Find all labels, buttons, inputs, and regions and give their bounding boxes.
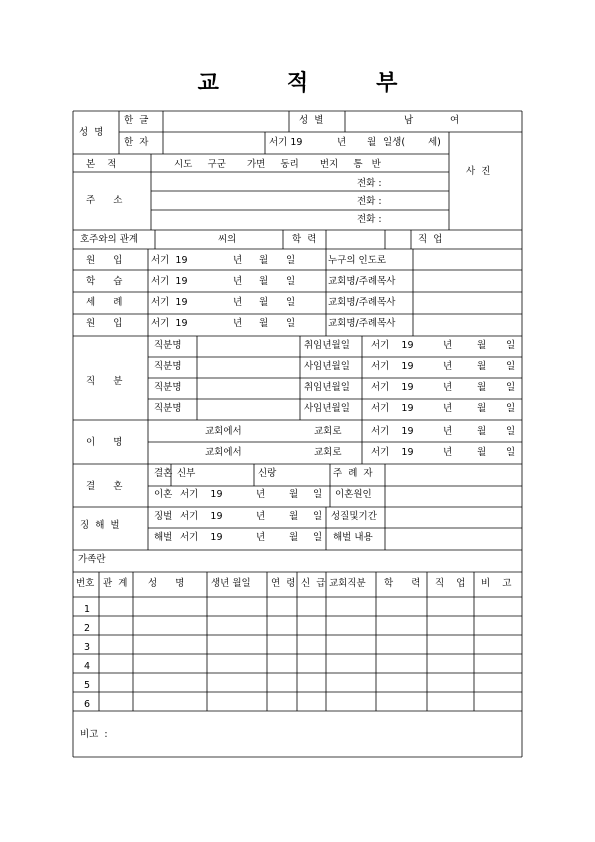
transfer-from: 교회에서 (205, 426, 242, 437)
sex-male: 남 (404, 115, 414, 126)
record-year: 년 (233, 318, 243, 329)
duty-name-label: 직분명 (154, 382, 182, 393)
phone-label-3: 전화 : (357, 214, 382, 225)
name-label: 성 명 (79, 127, 104, 138)
release-prefix: 서기 19 (180, 532, 223, 543)
record-month: 월 (259, 276, 269, 287)
transfer-month: 월 (477, 426, 487, 437)
title-char-3: 부 (376, 70, 398, 96)
title-char-1: 교 (197, 70, 219, 96)
family-header-cell: 연 령 (271, 578, 296, 589)
sex-label: 성 별 (299, 115, 324, 126)
transfer-from: 교회에서 (205, 447, 242, 458)
record-year: 년 (233, 276, 243, 287)
family-header-cell: 비 고 (481, 578, 512, 589)
record-day: 일 (286, 255, 296, 266)
record-prefix: 서기 19 (151, 297, 188, 308)
family-section-label: 가족란 (78, 554, 106, 565)
record-prefix: 서기 19 (151, 276, 188, 287)
origin-label: 본 적 (86, 159, 117, 170)
duty-month: 월 (477, 403, 487, 414)
punish-year: 년 (256, 511, 266, 522)
punish-prefix: 서기 19 (180, 511, 223, 522)
duty-day: 일 (506, 340, 516, 351)
record-suffix: 교회명/주례목사 (328, 276, 396, 287)
record-suffix: 교회명/주례목사 (328, 318, 396, 329)
divorce-year: 년 (256, 489, 266, 500)
family-header-cell: 관 계 (103, 578, 128, 589)
birth-year: 년 (337, 137, 347, 148)
transfer-day: 일 (506, 426, 516, 437)
record-prefix: 서기 19 (151, 318, 188, 329)
divorce-day: 일 (313, 489, 323, 500)
marriage-label: 결 혼 (86, 481, 123, 492)
duty-date-label: 사임년월일 (304, 361, 350, 372)
record-day: 일 (286, 318, 296, 329)
record-label: 원 입 (86, 318, 123, 329)
transfer-day: 일 (506, 447, 516, 458)
duty-name-label: 직분명 (154, 403, 182, 414)
duty-year: 년 (443, 340, 453, 351)
release-label: 해벌 (154, 532, 173, 543)
duty-prefix: 서기 19 (371, 340, 414, 351)
duty-date-label: 사임년월일 (304, 403, 350, 414)
transfer-year: 년 (443, 447, 453, 458)
divorce-prefix: 서기 19 (180, 489, 223, 500)
family-header-cell: 학 력 (384, 578, 421, 589)
divorce-reason-label: 이혼원인 (335, 489, 372, 500)
duty-year: 년 (443, 382, 453, 393)
record-month: 월 (259, 255, 269, 266)
transfer-month: 월 (477, 447, 487, 458)
duty-day: 일 (506, 361, 516, 372)
duty-year: 년 (443, 361, 453, 372)
family-row-number: 2 (84, 623, 91, 634)
record-suffix: 교회명/주례목사 (328, 297, 396, 308)
hangul-label: 한 글 (124, 115, 149, 126)
record-year: 년 (233, 255, 243, 266)
transfer-year: 년 (443, 426, 453, 437)
ssi-label: 씨의 (218, 234, 237, 245)
divorce-month: 월 (289, 489, 299, 500)
duty-year: 년 (443, 403, 453, 414)
duty-month: 월 (477, 340, 487, 351)
discipline-label: 징 해 벌 (80, 520, 120, 531)
duty-day: 일 (506, 403, 516, 414)
remarks-label: 비고 : (80, 729, 108, 740)
transfer-label: 이 명 (86, 437, 123, 448)
punish-label: 징벌 (154, 511, 173, 522)
record-month: 월 (259, 318, 269, 329)
phone-label-2: 전화 : (357, 196, 382, 207)
job-label: 직 업 (418, 234, 443, 245)
transfer-prefix: 서기 19 (371, 426, 414, 437)
duty-day: 일 (506, 382, 516, 393)
officiant-label: 주 례 자 (333, 468, 373, 479)
transfer-to: 교회로 (314, 426, 342, 437)
groom-label: 신랑 (258, 468, 277, 479)
bride-label: 신부 (177, 468, 196, 479)
record-label: 원 입 (86, 255, 123, 266)
birth-month: 월 (367, 137, 377, 148)
family-row-number: 4 (84, 661, 91, 672)
relation-label: 호주와의 관계 (80, 234, 139, 245)
duty-month: 월 (477, 382, 487, 393)
family-header-cell: 교회직분 (329, 578, 366, 589)
marry-label: 결혼 (154, 468, 173, 479)
punish-day: 일 (313, 511, 323, 522)
education-label: 학 력 (292, 234, 317, 245)
address-label: 주 소 (86, 195, 123, 206)
phone-label-1: 전화 : (357, 178, 382, 189)
birth-prefix: 서기 19 (269, 137, 303, 148)
release-detail-label: 해벌 내용 (333, 532, 373, 543)
photo-label: 사 진 (466, 166, 491, 177)
record-label: 학 습 (86, 276, 123, 287)
record-day: 일 (286, 276, 296, 287)
origin-address: 시도 구군 가면 동리 번지 통 반 (174, 159, 381, 170)
record-month: 월 (259, 297, 269, 308)
release-year: 년 (256, 532, 266, 543)
family-row-number: 1 (84, 604, 91, 615)
duty-name-label: 직분명 (154, 361, 182, 372)
duties-label: 직 분 (86, 376, 123, 387)
duty-date-label: 취임년월일 (304, 340, 350, 351)
duty-name-label: 직분명 (154, 340, 182, 351)
record-year: 년 (233, 297, 243, 308)
family-row-number: 3 (84, 642, 91, 653)
punish-detail-label: 성질및기간 (331, 511, 377, 522)
duty-prefix: 서기 19 (371, 403, 414, 414)
family-header-cell: 생년 월일 (211, 578, 251, 589)
birth-day: 일생( (383, 137, 406, 148)
release-day: 일 (313, 532, 323, 543)
hanja-label: 한 자 (124, 137, 149, 148)
record-label: 세 례 (86, 297, 123, 308)
sex-female: 여 (450, 115, 460, 126)
family-header-cell: 번호 (76, 578, 95, 589)
record-suffix: 누구의 인도로 (328, 255, 387, 266)
birth-age: 세) (428, 137, 441, 148)
family-header-cell: 성 명 (148, 578, 185, 589)
title-char-2: 적 (286, 70, 309, 96)
punish-month: 월 (289, 511, 299, 522)
divorce-label: 이혼 (154, 489, 173, 500)
family-header-cell: 직 업 (435, 578, 466, 589)
record-prefix: 서기 19 (151, 255, 188, 266)
duty-prefix: 서기 19 (371, 361, 414, 372)
record-day: 일 (286, 297, 296, 308)
release-month: 월 (289, 532, 299, 543)
transfer-prefix: 서기 19 (371, 447, 414, 458)
duty-prefix: 서기 19 (371, 382, 414, 393)
family-row-number: 6 (84, 699, 91, 710)
family-header-cell: 신 급 (301, 578, 326, 589)
transfer-to: 교회로 (314, 447, 342, 458)
duty-date-label: 취임년월일 (304, 382, 350, 393)
family-row-number: 5 (84, 680, 91, 691)
duty-month: 월 (477, 361, 487, 372)
